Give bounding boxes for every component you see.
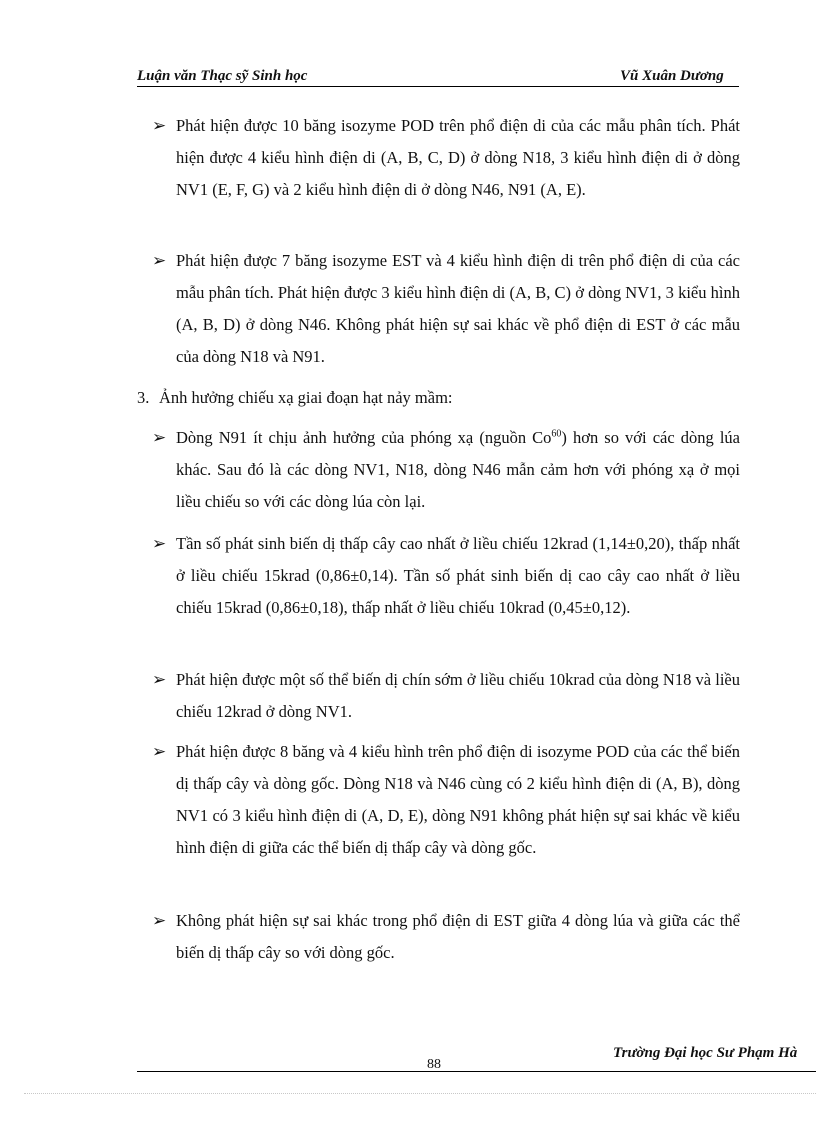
arrow-bullet-icon: ➢: [152, 116, 167, 136]
text-segment: ) hơn so với các dòng lúa khác. Sau đó là các dòng NV1, N18, dòng N46 mẫn cảm hơn với phóng xạ ở mọi liều chiếu so với các dòng lúa còn lại.: [176, 428, 740, 511]
arrow-bullet-icon: ➢: [152, 911, 167, 931]
header-author: Vũ Xuân Dương: [620, 68, 724, 84]
header-rule: [137, 86, 739, 87]
section-title: Ảnh hưởng chiếu xạ giai đoạn hạt nảy mầm:: [159, 388, 453, 407]
bullet-text: Phát hiện được 7 băng isozyme EST và 4 kiểu hình điện di trên phổ điện di của các mẫu phân tích. Phát hiện được 3 kiểu hình điện di (A, B, C) ở dòng NV1, 3 kiểu hình (A, B, D) ở dòng N46. Không phát hiện sự sai khác về phổ điện di EST ở các mẫu của dòng N18 và N91.: [176, 251, 740, 366]
superscript: 60: [551, 428, 562, 440]
section-number: 3.: [137, 388, 150, 407]
arrow-bullet-icon: ➢: [152, 251, 167, 271]
footer-institution: Trường Đại học Sư Phạm Hà: [613, 1045, 798, 1061]
section-3-heading: [137, 382, 453, 414]
arrow-bullet-icon: ➢: [152, 428, 167, 448]
bullet-text: Không phát hiện sự sai khác trong phổ điện di EST giữa 4 dòng lúa và giữa các thể biến dị thấp cây so với dòng gốc.: [176, 911, 740, 962]
arrow-bullet-icon: ➢: [152, 534, 167, 554]
arrow-bullet-icon: ➢: [152, 670, 167, 690]
bullet-text: Phát hiện được 8 băng và 4 kiểu hình trên phổ điện di isozyme POD của các thể biến dị thấp cây và dòng gốc. Dòng N18 và N46 cùng có 2 kiểu hình điện di (A, B), dòng NV1 có 3 kiểu hình điện di (A, D, E), dòng N91 không phát hiện sự sai khác về kiểu hình điện di giữa các thể biến dị thấp cây và dòng gốc.: [176, 742, 740, 857]
bullet-text: Tần số phát sinh biến dị thấp cây cao nhất ở liều chiếu 12krad (1,14±0,20), thấp nhất ở liều chiếu 15krad (0,86±0,14). Tần số phát sinh biến dị cao cây cao nhất ở liều chiếu 15krad (0,86±0,18), thấp nhất ở liều chiếu 10krad (0,45±0,12).: [176, 534, 740, 617]
page-number: 88: [427, 1057, 441, 1072]
page-edge-dotted-line: [24, 1093, 816, 1094]
text-segment: Dòng N91 ít chịu ảnh hưởng của phóng xạ (nguồn Co: [176, 428, 552, 447]
footer-rule: [137, 1071, 816, 1072]
bullet-text: Phát hiện được một số thể biến dị chín sớm ở liều chiếu 10krad của dòng N18 và liều chiếu 12krad ở dòng NV1.: [176, 670, 740, 721]
arrow-bullet-icon: ➢: [152, 742, 167, 762]
bullet-text: Phát hiện được 10 băng isozyme POD trên phổ điện di của các mẫu phân tích. Phát hiện được 4 kiểu hình điện di (A, B, C, D) ở dòng N18, 3 kiểu hình điện di ở dòng NV1 (E, F, G) và 2 kiểu hình điện di ở dòng N46, N91 (A, E).: [176, 116, 740, 199]
bullet-text: [176, 422, 740, 518]
header-thesis-title: Luận văn Thạc sỹ Sinh học: [137, 68, 308, 84]
